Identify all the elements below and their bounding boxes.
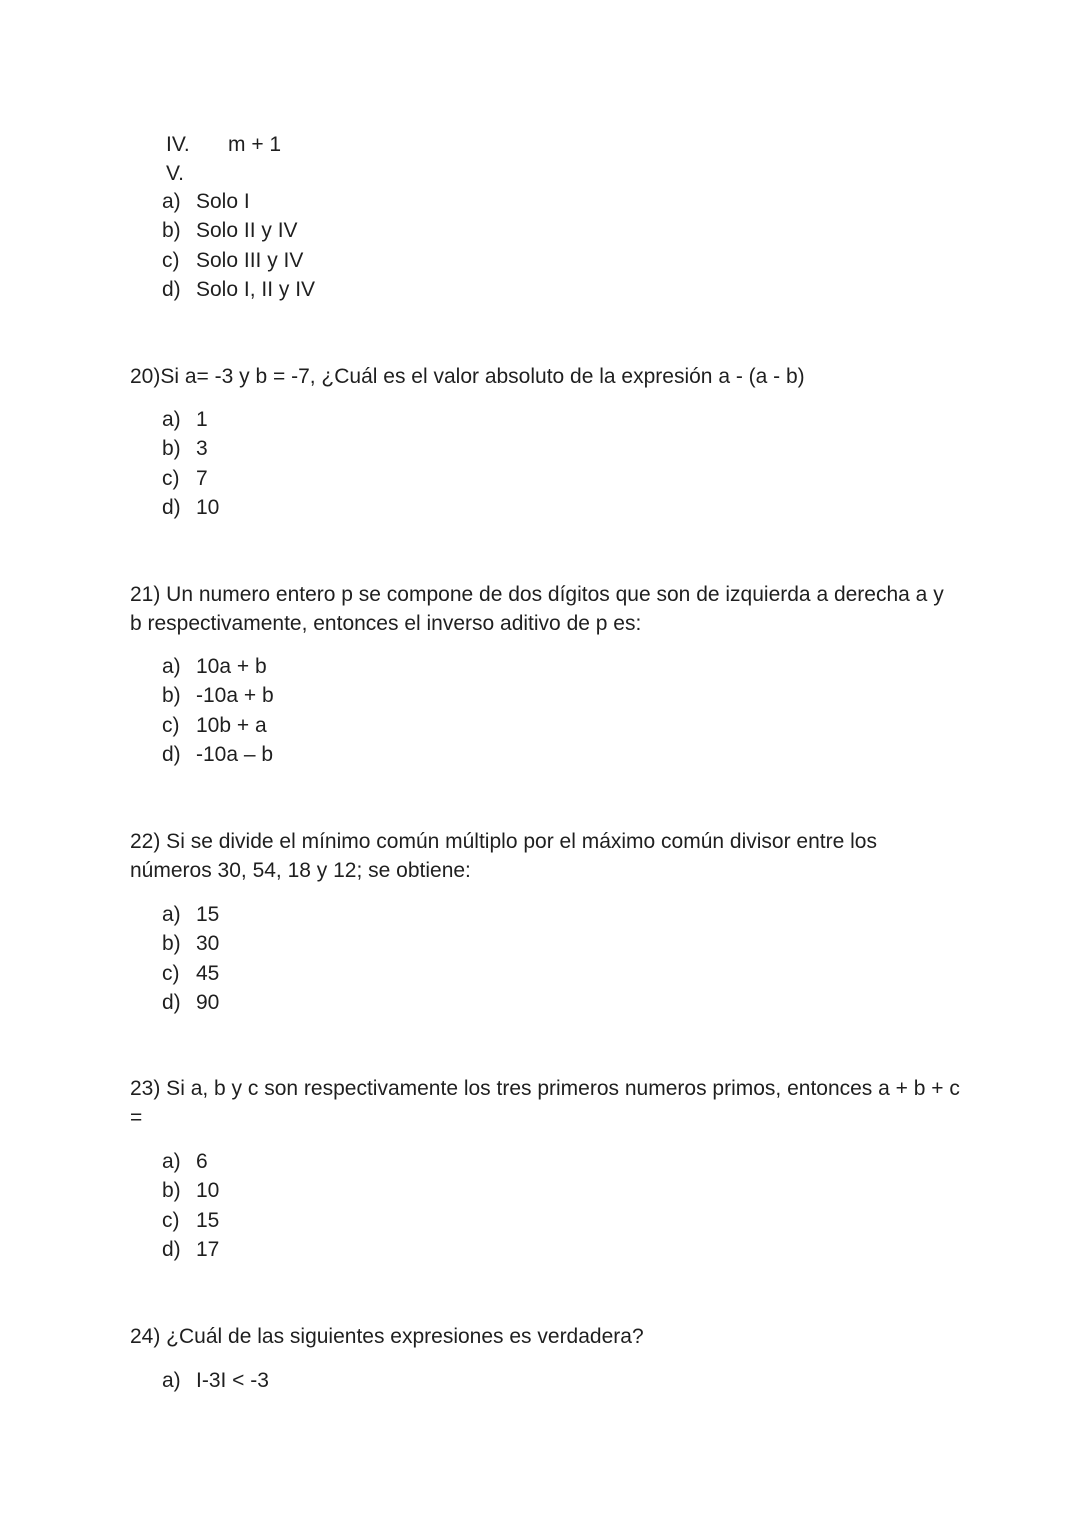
option-label: d) — [162, 990, 181, 1014]
question-22: 22) Si se divide el mínimo común múltiplo por el máximo común divisor entre los números 30, 54, 18 y 12; se obtiene: — [130, 830, 877, 882]
option — [162, 1206, 219, 1235]
option-text: 30 — [196, 932, 220, 956]
option-text: Solo I, II y IV — [196, 277, 316, 301]
option-label: c) — [162, 1208, 180, 1232]
option-label: a) — [162, 1369, 181, 1392]
option-text: 7 — [196, 466, 208, 490]
option — [162, 246, 315, 275]
option — [162, 959, 219, 988]
option-text: I-3I < -3 — [196, 1369, 269, 1392]
option-label: c) — [162, 961, 180, 985]
option-label: d) — [162, 1237, 181, 1261]
option — [162, 652, 274, 681]
option-text: 10 — [196, 495, 220, 519]
option-label: c) — [162, 713, 180, 737]
option-text: 45 — [196, 961, 220, 985]
option-label: b) — [162, 219, 181, 243]
option-label: a) — [162, 1150, 181, 1173]
roman-item — [166, 130, 281, 159]
option-text: 17 — [196, 1237, 220, 1261]
option-text: Solo III y IV — [196, 248, 304, 272]
option-text: -10a – b — [196, 742, 274, 766]
option-label: a) — [162, 190, 181, 213]
option — [162, 464, 219, 493]
option — [162, 187, 315, 216]
option — [162, 681, 274, 710]
option-label: b) — [162, 932, 181, 956]
option-label: d) — [162, 495, 181, 519]
option-text: -10a + b — [196, 684, 274, 708]
option — [162, 929, 219, 958]
option-text: 15 — [196, 1208, 220, 1232]
option-text: 90 — [196, 990, 220, 1014]
option-label: c) — [162, 466, 180, 490]
option — [162, 988, 219, 1017]
option-label: c) — [162, 248, 180, 272]
options-23 — [162, 1147, 219, 1264]
option — [162, 275, 315, 304]
roman-text: m + 1 — [228, 133, 282, 156]
option — [162, 434, 219, 463]
options-prev — [162, 187, 315, 304]
option-text: 15 — [196, 903, 220, 926]
option — [162, 711, 274, 740]
roman-item — [166, 159, 281, 188]
question-23: 23) Si a, b y c son respectivamente los tres primeros numeros primos, entonces a + b + c = — [130, 1077, 960, 1129]
option-label: b) — [162, 437, 181, 461]
options-21 — [162, 652, 274, 769]
options-22 — [162, 900, 219, 1017]
option-label: d) — [162, 277, 181, 301]
option-text: 3 — [196, 437, 208, 461]
roman-numeral: V. — [166, 162, 184, 185]
option — [162, 1366, 269, 1395]
option-text: 1 — [196, 408, 208, 431]
option-label: a) — [162, 408, 181, 431]
option — [162, 216, 315, 245]
option-text: 10a + b — [196, 655, 267, 678]
roman-numeral: IV. — [166, 133, 190, 156]
question-20: 20)Si a= -3 y b = -7, ¿Cuál es el valor absoluto de la expresión a - (a - b) — [130, 365, 805, 388]
option-text: 10 — [196, 1179, 220, 1203]
option — [162, 405, 219, 434]
option-text: Solo I — [196, 190, 250, 213]
question-21: 21) Un numero entero p se compone de dos dígitos que son de izquierda a derecha a y b respectivamente, entonces el inverso aditivo de p es: — [130, 583, 944, 635]
option-label: b) — [162, 1179, 181, 1203]
option — [162, 493, 219, 522]
option — [162, 1147, 219, 1176]
options-20 — [162, 405, 219, 522]
question-24: 24) ¿Cuál de las siguientes expresiones es verdadera? — [130, 1325, 644, 1348]
option — [162, 740, 274, 769]
roman-list — [166, 130, 281, 188]
option-text: Solo II y IV — [196, 219, 298, 243]
option — [162, 1235, 219, 1264]
option — [162, 1176, 219, 1205]
option-label: a) — [162, 903, 181, 926]
option-label: a) — [162, 655, 181, 678]
option-text: 6 — [196, 1150, 208, 1173]
option — [162, 900, 219, 929]
option-label: b) — [162, 684, 181, 708]
option-text: 10b + a — [196, 713, 267, 737]
option-label: d) — [162, 742, 181, 766]
options-24 — [162, 1366, 269, 1395]
